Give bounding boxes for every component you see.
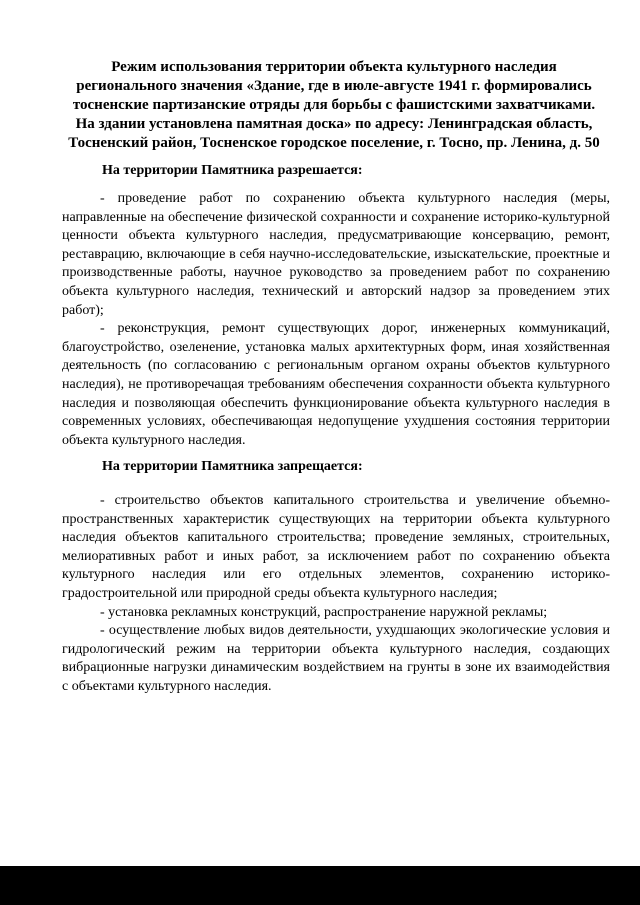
title-line: На здании установлена памятная доска» по адресу: Ленинградская область, [75, 116, 593, 132]
title-line: Режим использования территории объекта культурного наследия [111, 59, 557, 75]
scan-border-bar [0, 866, 640, 905]
prohibited-item: - строительство объектов капитального строительства и увеличение объемно-пространственных характеристик существующих на территории объекта культурного наследия объектов капитального строительства; проведение земляных, строительных, мелиоративных работ и иных работ, за исключением работ по сохранению объекта культурного наследия или его отдельных элементов, сохранению историко-градостроительной или природной среды объекта культурного наследия; [62, 493, 610, 601]
document-title [60, 58, 608, 153]
title-line: тосненские партизанские отряды для борьбы с фашистскими захватчиками. [72, 97, 596, 113]
allowed-item: - проведение работ по сохранению объекта культурного наследия (меры, направленные на обеспечение физической сохранности и сохранение историко-культурной ценности объекта культурного наследия, предусматривающие консервацию, ремонт, реставрацию, включающие в себя научно-исследовательские, изыскательские, проектные и производственные работы, научное руководство за проведением работ по сохранению объекта культурного наследия, технический и авторский надзор за проведением этих работ); [62, 191, 610, 318]
prohibited-list [62, 492, 610, 697]
allowed-list [62, 190, 610, 450]
prohibited-item: - установка рекламных конструкций, распространение наружной рекламы; [100, 604, 548, 620]
title-line: регионального значения «Здание, где в июле-августе 1941 г. формировались [76, 78, 592, 94]
prohibited-heading: На территории Памятника запрещается: [102, 459, 363, 474]
allowed-heading: На территории Памятника разрешается: [102, 163, 363, 178]
allowed-item: - реконструкция, ремонт существующих дорог, инженерных коммуникаций, благоустройство, озеленение, установка малых архитектурных форм, иная хозяйственная деятельность (по согласованию с региональным органом охраны объектов культурного наследия), не противоречащая требованиям обеспечения сохранности объекта культурного наследия и позволяющая обеспечить функционирование объекта культурного наследия в современных условиях, обеспечивающая недопущение ухудшения состояния территории объекта культурного наследия. [62, 321, 610, 448]
prohibited-item: - осуществление любых видов деятельности, ухудшающих экологические условия и гидрологический режим на территории объекта культурного наследия, создающих вибрационные нагрузки динамическим воздействием на грунты в зоне их взаимодействия с объектами культурного наследия. [62, 623, 610, 694]
title-line: Тосненский район, Тосненское городское поселение, г. Тосно, пр. Ленина, д. 50 [68, 135, 600, 151]
